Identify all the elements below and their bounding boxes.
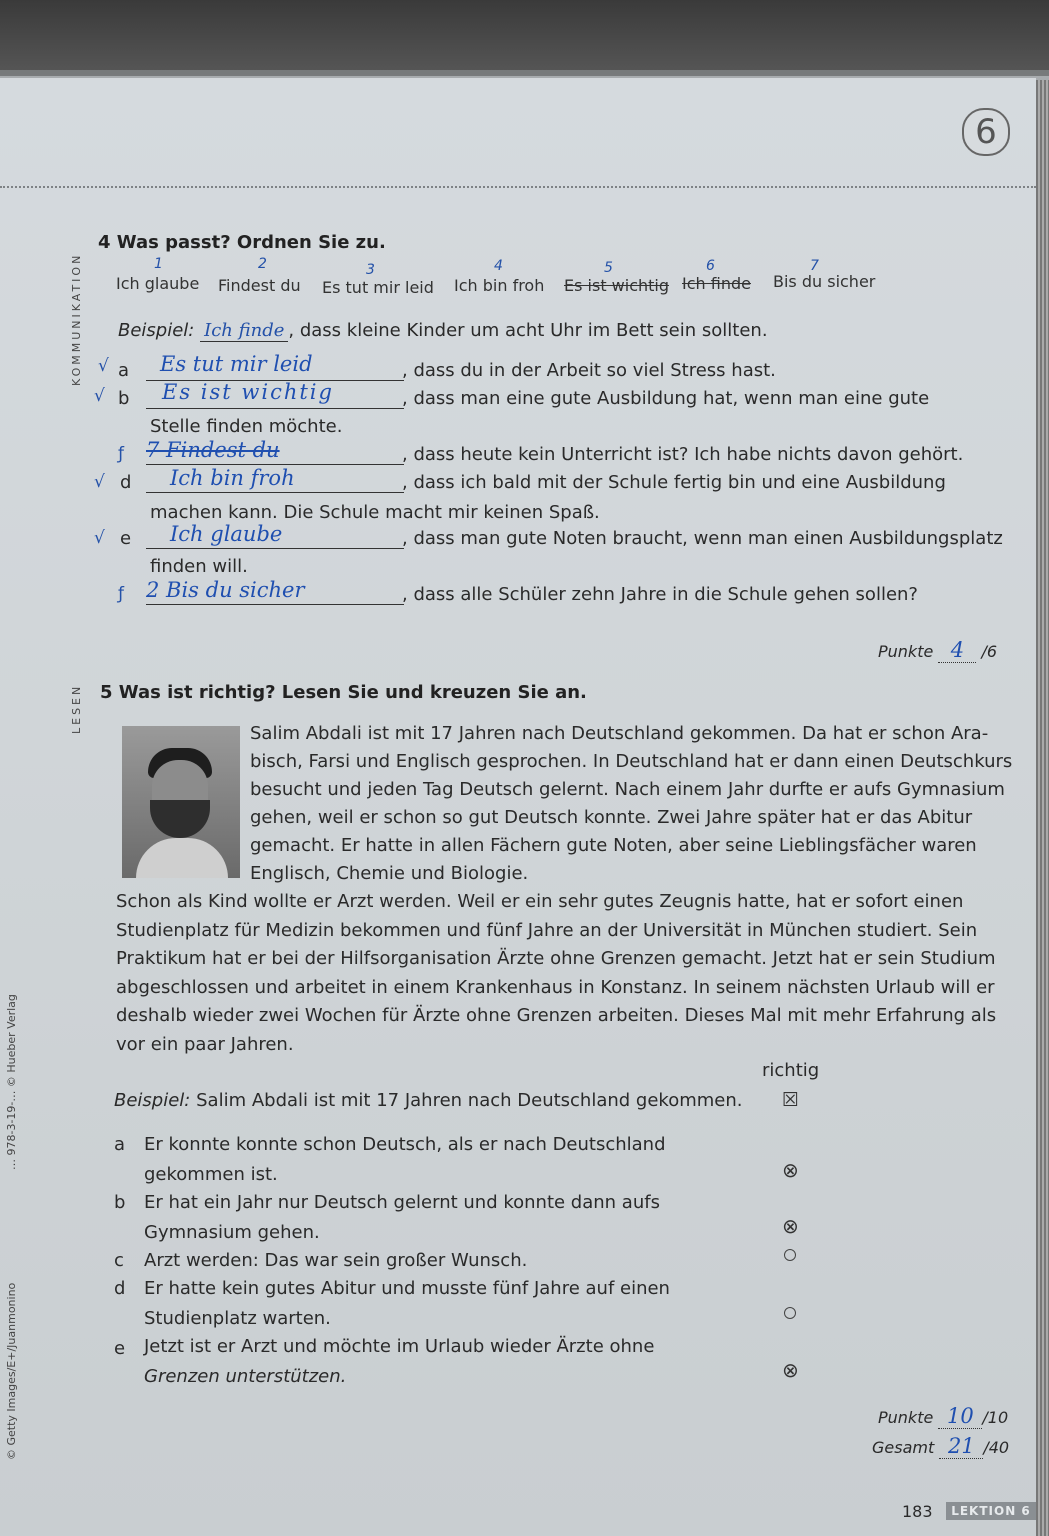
scan-top-shadow [0,0,1049,76]
chapter-number: 6 [962,108,1010,156]
portrait-photo [122,726,240,878]
paragraph-line: deshalb wieder zwei Wochen für Ärzte ohne Grenzen arbeiten. Dieses Mal mit mehr Erfahrung als [116,1005,997,1026]
check-mark: √ [94,386,105,406]
points-max: /6 [981,642,998,661]
total-label: Gesamt [872,1438,935,1457]
item-letter: b [118,388,130,409]
points-max: /10 [982,1408,1009,1427]
statement-letter: a [114,1134,126,1155]
item-text: , dass du in der Arbeit so viel Stress hast. [402,360,776,381]
side-label-kommunikation: KOMMUNIKATION [70,252,83,386]
check-mark: √ [98,356,109,376]
word-item: Findest du [218,276,301,295]
paragraph-line: gemacht. Er hatte in allen Fächern gute Noten, aber seine Lieblingsfächer waren [250,835,977,856]
handwritten-answer: 2 Bis du sicher [146,578,305,602]
lektion-tab: LEKTION 6 [946,1502,1036,1520]
word-number: 6 [706,258,715,274]
check-mark: ƒ [118,444,124,464]
statement-text-cont: Gymnasium gehen. [144,1222,320,1243]
publisher-credit: … 978-3-19-… © Hueber Verlag [5,994,18,1170]
richtig-column-label: richtig [762,1060,820,1081]
handwritten-answer: 7 Findest du [146,438,280,462]
word-item: Es tut mir leid [322,278,434,297]
word-item: Ich glaube [116,274,200,293]
statement-text: Er hat ein Jahr nur Deutsch gelernt und konnte dann aufs [144,1192,660,1213]
handwritten-answer: Es tut mir leid [160,352,313,376]
item-text-cont: finden will. [150,556,248,577]
word-number: 7 [810,258,819,274]
answer-line [146,408,404,409]
word-number: 2 [258,256,267,272]
check-mark: ƒ [118,584,124,604]
handwritten-answer: Ich glaube [170,522,283,546]
task5-heading: 5 Was ist richtig? Lesen Sie und kreuzen Sie an. [100,682,587,703]
statement-text-cont: gekommen ist. [144,1164,278,1185]
answer-line [146,548,404,549]
side-label-lesen: LESEN [70,683,83,734]
photo-beard [150,800,210,838]
paragraph-line: besucht und jeden Tag Deutsch gelernt. Nach einem Jahr durfte er aufs Gymnasium [250,779,1005,800]
answer-line [146,604,404,605]
total-max: /40 [983,1438,1010,1457]
example-checkbox[interactable]: ☒ [782,1089,800,1111]
statement-letter: d [114,1278,126,1299]
statement-text: Jetzt ist er Arzt und möchte im Urlaub wieder Ärzte ohne [144,1336,655,1357]
paragraph-line: Studienplatz für Medizin bekommen und fünf Jahre an der Universität in München studiert. Sein [116,919,978,941]
checkbox-empty[interactable] [784,1249,796,1261]
item-letter: a [118,360,130,381]
points-label: Punkte [878,642,934,661]
points-label: Punkte [878,1408,934,1427]
item-text-cont: Stelle finden möchte. [150,416,343,437]
item-text: , dass heute kein Unterricht ist? Ich habe nichts davon gehört. [402,444,964,465]
item-text: , dass man eine gute Ausbildung hat, wenn man eine gute [402,388,930,409]
statement-text: Arzt werden: Das war sein großer Wunsch. [144,1250,528,1271]
check-mark: √ [94,472,105,492]
answer-line [146,492,404,493]
item-letter: e [120,528,132,549]
example-label: Beispiel: [118,320,195,341]
statement-letter: e [114,1338,126,1359]
total-value: 21 [939,1434,983,1459]
statement-letter: c [114,1250,124,1271]
task4-example [118,320,768,341]
item-text: , dass man gute Noten braucht, wenn man einen Ausbildungsplatz [402,528,1003,549]
item-text: , dass ich bald mit der Schule fertig bin und eine Ausbildung [402,472,946,493]
paragraph-line: gehen, weil er schon so gut Deutsch konnte. Zwei Jahre später hat er das Abitur [250,807,973,828]
checkbox-checked[interactable]: ⊗ [782,1158,799,1182]
checkbox-checked[interactable]: ⊗ [782,1358,799,1382]
item-text: , dass alle Schüler zehn Jahre in die Schule gehen sollen? [402,584,918,605]
statement-letter: b [114,1192,126,1213]
example-text: Salim Abdali ist mit 17 Jahren nach Deutschland gekommen. [196,1090,743,1111]
page-edge [1036,80,1049,1536]
dotted-divider [0,186,1036,188]
task4-points [878,638,997,663]
word-number: 3 [366,262,375,278]
page-number: 183 [902,1502,933,1521]
points-value: 4 [938,638,976,663]
check-mark: √ [94,528,105,548]
task5-example [114,1090,743,1111]
word-item: Ich bin froh [454,276,545,295]
statement-text-cont: Grenzen unterstützen. [144,1366,347,1387]
paragraph-line: abgeschlossen und arbeitet in einem Krankenhaus in Konstanz. In seinem nächsten Urlaub will er [116,976,995,998]
checkbox-empty[interactable] [784,1307,796,1319]
checkbox-checked[interactable]: ⊗ [782,1214,799,1238]
example-answer: Ich finde [200,320,288,342]
paragraph-line: bisch, Farsi und Englisch gesprochen. In Deutschland hat er dann einen Deutschkurs [250,751,1013,772]
points-value: 10 [938,1404,982,1429]
photo-credit: © Getty Images/E+/Juanmonino [5,1282,18,1460]
handwritten-answer: Es ist wichtig [162,380,334,404]
paragraph-line: Schon als Kind wollte er Arzt werden. Weil er ein sehr gutes Zeugnis hatte, hat er sofort einen [116,891,964,912]
paragraph-line: Englisch, Chemie und Biologie. [250,863,529,884]
statement-text: Er hatte kein gutes Abitur und musste fünf Jahre auf einen [144,1278,670,1299]
statement-text-cont: Studienplatz warten. [144,1308,331,1329]
statement-text: Er konnte konnte schon Deutsch, als er nach Deutschland [144,1134,666,1155]
word-box [116,256,906,300]
word-number: 4 [494,258,503,274]
word-item: Ich finde [682,274,751,293]
word-item: Bis du sicher [773,272,876,291]
task5-points [878,1404,1008,1429]
reading-paragraph [250,720,1013,888]
reading-paragraph-full [116,888,1016,1059]
photo-shirt [136,838,228,878]
paragraph-line: vor ein paar Jahren. [116,1033,294,1055]
task4-heading: 4 Was passt? Ordnen Sie zu. [98,232,386,253]
answer-line [146,464,404,465]
item-letter: d [120,472,132,493]
total-points [872,1434,1009,1459]
word-number: 5 [604,260,613,276]
example-rest: , dass kleine Kinder um acht Uhr im Bett sein sollten. [288,320,768,341]
word-item: Es ist wichtig [564,276,670,295]
example-label: Beispiel: [114,1090,191,1111]
paragraph-line: Praktikum hat er bei der Hilfsorganisation Ärzte ohne Grenzen gemacht. Jetzt hat er sein Studium [116,948,996,969]
word-number: 1 [154,256,163,272]
handwritten-answer: Ich bin froh [170,466,295,490]
paragraph-line: Salim Abdali ist mit 17 Jahren nach Deutschland gekommen. Da hat er schon Ara- [250,723,989,744]
item-text-cont: machen kann. Die Schule macht mir keinen Spaß. [150,502,600,523]
